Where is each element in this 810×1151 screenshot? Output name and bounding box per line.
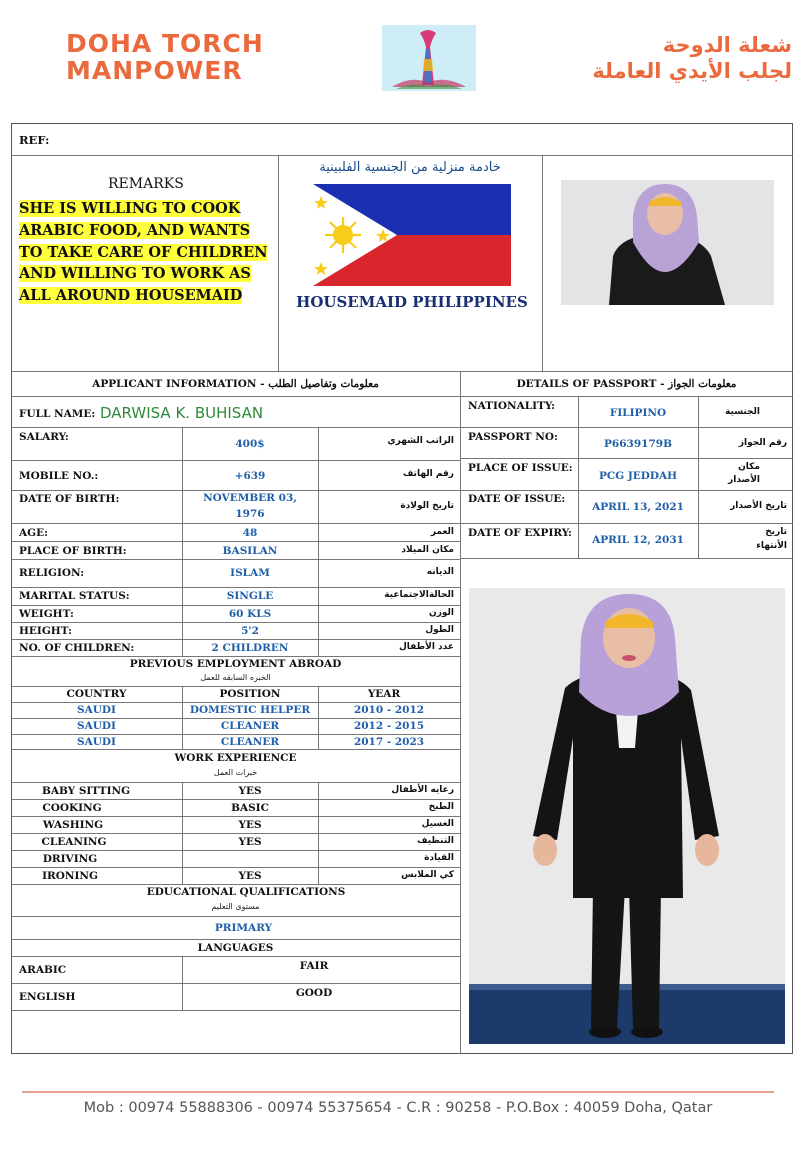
date-of-issue-label: DATE OF ISSUE:	[468, 493, 566, 505]
date-of-expiry-label: DATE OF EXPIRY:	[468, 527, 572, 539]
date-of-issue-value: APRIL 13, 2021	[592, 501, 684, 513]
salary-value: 400$	[235, 438, 265, 450]
height-value: 5'2	[241, 625, 259, 637]
height-label-ar: الطول	[425, 625, 454, 635]
date-of-expiry-label-ar: الأنتهاء	[756, 541, 787, 551]
remarks-title: REMARKS	[108, 176, 184, 192]
full-name-label: FULL NAME:	[19, 408, 96, 420]
religion-label-ar: الديانه	[426, 567, 454, 577]
housemaid-arabic-title: خادمة منزلية من الجنسية الفلبينية	[319, 160, 501, 175]
remarks-line: AND WILLING TO WORK AS	[19, 265, 251, 283]
company-name-ar-line2: لجلب الأيدي العاملة	[592, 59, 792, 83]
place-of-birth-value: BASILAN	[222, 545, 278, 557]
company-name-english	[66, 30, 346, 84]
languages-title: LANGUAGES	[197, 942, 274, 954]
company-name-ar-line1: شعلة الدوحة	[662, 33, 792, 57]
skill-value: BASIC	[231, 802, 269, 814]
company-name-line1: DOHA TORCH	[66, 29, 264, 58]
age-label: AGE:	[19, 527, 48, 539]
remarks-text	[19, 198, 269, 307]
age-label-ar: العمر	[430, 527, 454, 537]
employment-country: SAUDI	[77, 736, 116, 748]
company-name-line2: MANPOWER	[66, 56, 243, 85]
remarks-line: TO TAKE CARE OF CHILDREN	[19, 243, 268, 261]
skill-label: DRIVING	[42, 853, 98, 865]
company-name-arabic	[500, 32, 792, 84]
column-header-country: COUNTRY	[66, 688, 127, 700]
education-value: PRIMARY	[214, 922, 273, 934]
marital-status-value: SINGLE	[226, 590, 274, 602]
remarks-line: SHE IS WILLING TO COOK	[19, 200, 241, 217]
work-experience-title-ar: خبرات العمل	[213, 768, 258, 777]
religion-label: RELIGION:	[19, 567, 85, 579]
torch-tower-logo-icon	[382, 25, 476, 91]
children-value: 2 CHILDREN	[211, 642, 289, 654]
employment-title-ar: الخبره السابقه للعمل	[200, 673, 271, 682]
weight-value: 60 KLS	[228, 608, 272, 620]
divider	[460, 371, 461, 1054]
applicant-info-header: APPLICANT INFORMATION - معلومات وتفاصيل الطلب	[92, 378, 379, 390]
divider	[542, 155, 543, 371]
dob-value-line1: NOVEMBER 03,	[203, 492, 297, 504]
children-label: NO. OF CHILDREN:	[19, 642, 135, 654]
language-level: FAIR	[299, 960, 329, 972]
salary-label: SALARY:	[19, 431, 69, 443]
ref-label: REF:	[19, 133, 50, 147]
salary-label-ar: الراتب الشهري	[387, 436, 454, 446]
column-header-year: YEAR	[367, 688, 401, 700]
passport-no-label: PASSPORT NO:	[468, 431, 558, 443]
education-title: EDUCATIONAL QUALIFICATIONS	[146, 886, 346, 898]
mobile-label-ar: رقم الهاتف	[402, 469, 454, 479]
skill-label-ar: الطبخ	[428, 802, 454, 812]
passport-no-label-ar: رقم الجواز	[738, 438, 787, 448]
weight-label-ar: الوزن	[429, 608, 454, 618]
place-of-birth-label-ar: مكان الميلاد	[401, 545, 454, 555]
employment-country: SAUDI	[77, 720, 116, 732]
employment-position: DOMESTIC HELPER	[189, 704, 311, 716]
employment-country: SAUDI	[77, 704, 116, 716]
date-of-expiry-value: APRIL 12, 2031	[592, 534, 684, 546]
age-value: 48	[242, 527, 258, 539]
nationality-label-ar: الجنسية	[725, 407, 760, 417]
dob-label-ar: تاريخ الولادة	[400, 501, 454, 511]
weight-label: WEIGHT:	[19, 608, 74, 620]
skill-label: BABY SITTING	[41, 785, 131, 797]
place-of-birth-label: PLACE OF BIRTH:	[19, 545, 127, 557]
column-header-position: POSITION	[219, 688, 281, 700]
dob-value-line2: 1976	[235, 508, 265, 520]
skill-label-ar: الغسيل	[421, 819, 454, 829]
skill-value: YES	[238, 870, 262, 882]
housemaid-caption: HOUSEMAID PHILIPPINES	[296, 293, 528, 311]
applicant-photo-full	[469, 588, 785, 1044]
employment-position: CLEANER	[220, 720, 280, 732]
date-of-expiry-label-ar: تاريخ	[765, 527, 787, 537]
skill-label: WASHING	[42, 819, 104, 831]
religion-value: ISLAM	[230, 567, 270, 579]
marital-status-label-ar: الحالةالاجتماعية	[384, 590, 454, 600]
skill-label-ar: كي الملابس	[401, 870, 454, 880]
employment-year: 2012 - 2015	[353, 720, 425, 732]
children-label-ar: عدد الأطفال	[398, 642, 454, 652]
employment-title: PREVIOUS EMPLOYMENT ABROAD	[129, 658, 342, 670]
divider	[11, 371, 793, 372]
divider	[11, 396, 793, 397]
divider	[278, 155, 279, 371]
skill-value: YES	[238, 819, 262, 831]
passport-no-value: P6639179B	[604, 438, 672, 450]
skill-label: IRONING	[42, 870, 98, 882]
language-label: ENGLISH	[19, 991, 76, 1003]
language-level: GOOD	[295, 987, 333, 999]
place-of-issue-label: PLACE OF ISSUE:	[468, 462, 573, 474]
footer-contact-info: Mob : 00974 55888306 - 00974 55375654 - C.R : 90258 - P.O.Box : 40059 Doha, Qatar	[83, 1100, 713, 1116]
skill-label-ar: التنظيف	[417, 836, 454, 846]
remarks-line: ALL AROUND HOUSEMAID	[19, 287, 243, 305]
height-label: HEIGHT:	[19, 625, 73, 637]
skill-label: CLEANING	[41, 836, 107, 848]
work-experience-title: WORK EXPERIENCE	[174, 752, 297, 764]
full-name-value: DARWISA K. BUHISAN	[100, 404, 264, 422]
divider	[11, 155, 793, 156]
applicant-photo-small	[561, 180, 774, 305]
footer-divider	[22, 1091, 774, 1093]
language-label: ARABIC	[19, 964, 67, 976]
passport-details-header: DETAILS OF PASSPORT - معلومات الجواز	[516, 378, 737, 390]
marital-status-label: MARITAL STATUS:	[19, 590, 130, 602]
mobile-value: +639	[234, 470, 266, 482]
skill-label: COOKING	[42, 802, 102, 814]
nationality-label: NATIONALITY:	[468, 400, 555, 412]
skill-value: YES	[238, 785, 262, 797]
philippines-flag-icon	[313, 184, 511, 286]
date-of-issue-label-ar: تاريخ الأصدار	[730, 501, 787, 511]
place-of-issue-label-ar: الأصدار	[728, 475, 760, 485]
dob-label: DATE OF BIRTH:	[19, 493, 120, 505]
skill-value: YES	[238, 836, 262, 848]
place-of-issue-label-ar: مكان	[738, 462, 760, 472]
education-title-ar: مستوى التعليم	[211, 902, 260, 911]
skill-label-ar: رعايه الأطفال	[391, 785, 454, 795]
nationality-value: FILIPINO	[609, 407, 667, 419]
employment-year: 2017 - 2023	[353, 736, 425, 748]
employment-year: 2010 - 2012	[353, 704, 425, 716]
mobile-label: MOBILE NO.:	[19, 470, 99, 482]
employment-position: CLEANER	[220, 736, 280, 748]
place-of-issue-value: PCG JEDDAH	[598, 470, 678, 482]
skill-label-ar: القيادة	[424, 853, 454, 863]
remarks-line: ARABIC FOOD, AND WANTS	[19, 221, 251, 239]
